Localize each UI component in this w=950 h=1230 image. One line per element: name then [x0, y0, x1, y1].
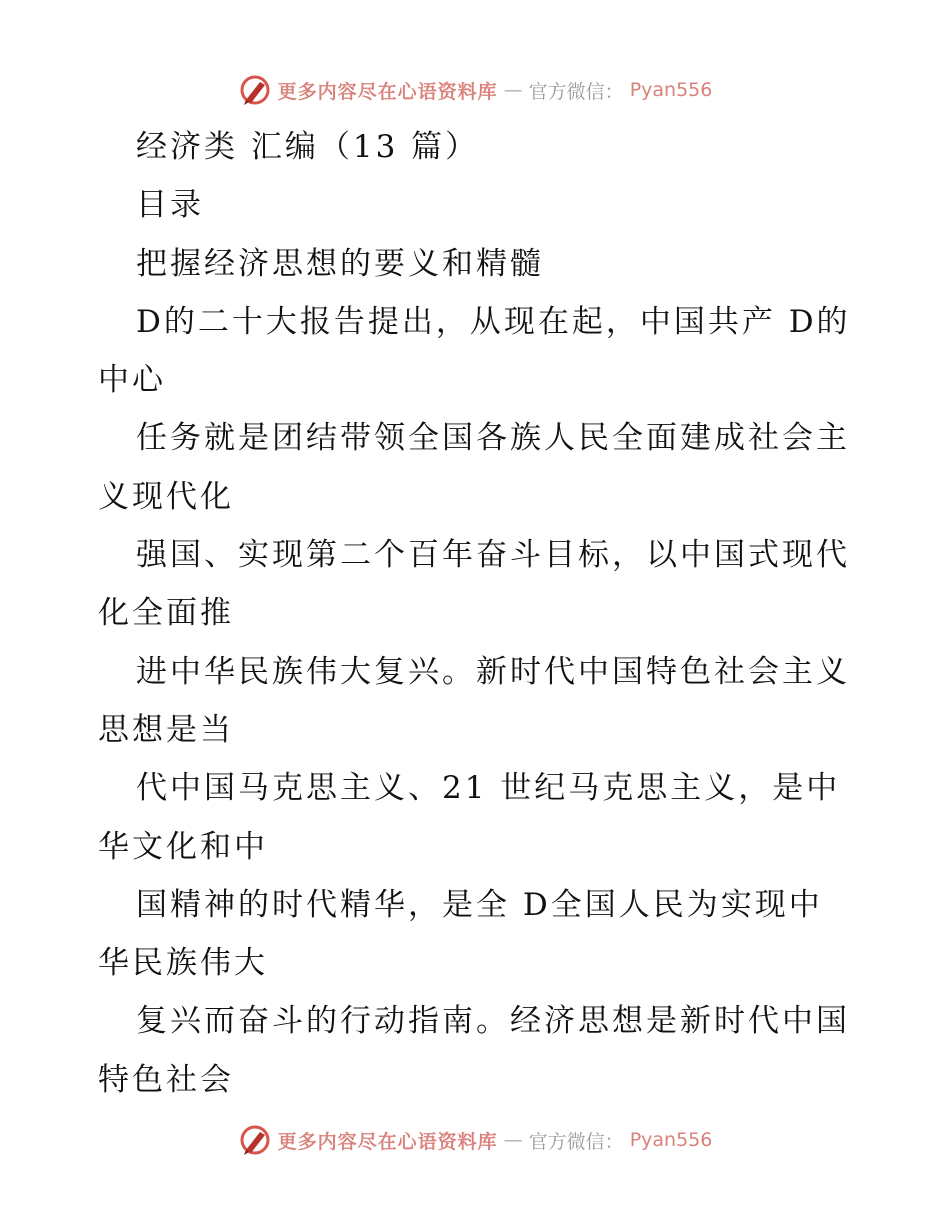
body-line: 复兴而奋斗的行动指南。经济思想是新时代中国 [136, 1003, 850, 1040]
body-line: 中心 [98, 362, 166, 399]
watermark-promo-text: 更多内容尽在心语资料库 [277, 1130, 498, 1153]
red-pen-circle-logo-icon [238, 73, 272, 107]
body-line: 代中国马克思主义、21 世纪马克思主义，是中 [136, 770, 841, 807]
watermark-separator: — [503, 1129, 523, 1151]
body-line: 华文化和中 [98, 828, 268, 865]
footer-watermark [0, 1120, 950, 1160]
table-of-contents-heading: 目录 [136, 187, 204, 224]
header-watermark [0, 70, 950, 110]
article-title: 把握经济思想的要义和精髓 [136, 245, 544, 282]
body-line: 化全面推 [98, 595, 234, 632]
body-line: 华民族伟大 [98, 945, 268, 982]
watermark-wechat-label: 官方微信： [528, 80, 624, 103]
body-line: 思想是当 [98, 711, 234, 748]
body-line: 任务就是团结带领全国各族人民全面建成社会主 [136, 420, 850, 457]
body-line: 进中华民族伟大复兴。新时代中国特色社会主义 [136, 653, 850, 690]
watermark-wechat-id: Pyan556 [629, 79, 713, 101]
document-title: 经济类 汇编（13 篇） [136, 129, 480, 165]
body-line: D的二十大报告提出，从现在起，中国共产 D的 [136, 303, 851, 340]
document-body [98, 118, 858, 1109]
body-line: 义现代化 [98, 478, 234, 515]
body-line: 强国、实现第二个百年奋斗目标，以中国式现代 [136, 537, 850, 574]
body-line: 国精神的时代精华，是全 D全国人民为实现中 [136, 886, 823, 923]
red-pen-circle-logo-icon [238, 1123, 272, 1157]
body-line: 特色社会 [98, 1061, 234, 1098]
watermark-promo-text: 更多内容尽在心语资料库 [277, 80, 498, 103]
watermark-wechat-label: 官方微信： [528, 1130, 624, 1153]
watermark-wechat-id: Pyan556 [629, 1129, 713, 1151]
watermark-separator: — [503, 79, 523, 101]
